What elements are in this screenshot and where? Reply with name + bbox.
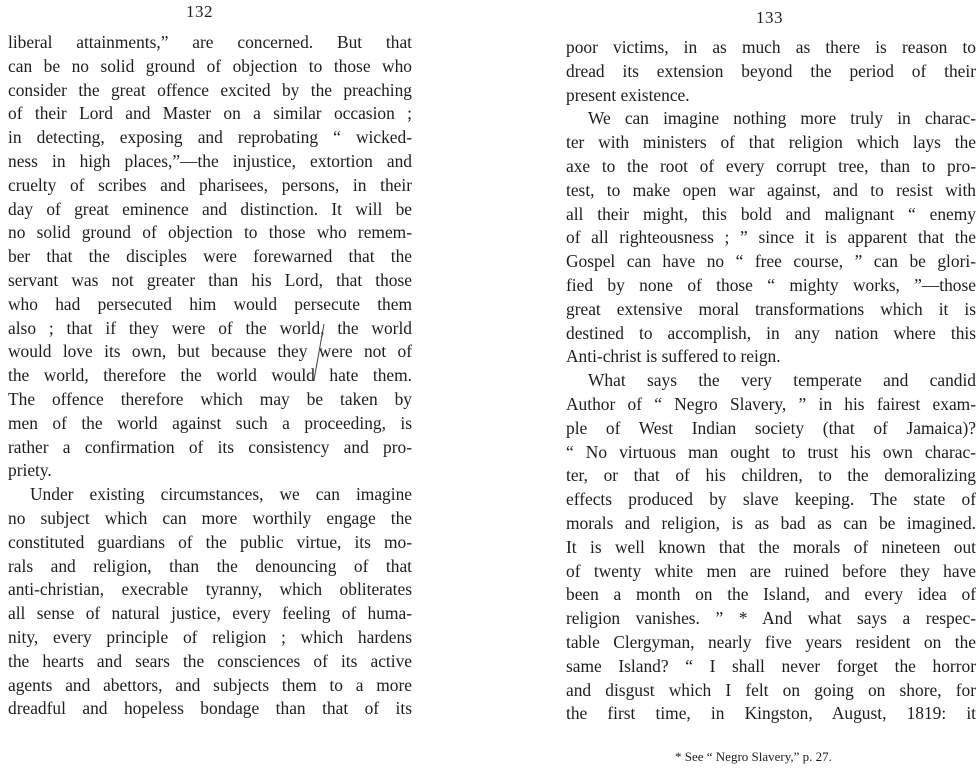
text-line: can be no solid ground of objection to those who bbox=[8, 55, 412, 76]
page-number-right: 133 bbox=[756, 8, 783, 27]
text-line: been a month on the Island, and every idea of bbox=[566, 584, 976, 605]
left-page bbox=[0, 0, 430, 771]
text-line: rals and religion, than the denouncing of that bbox=[8, 555, 412, 576]
text-line: also ; that if they were of the world, the world bbox=[8, 317, 412, 338]
text-line: priety. bbox=[8, 460, 52, 481]
text-line: all their might, this bold and malignant “ enemy bbox=[566, 203, 976, 224]
text-line: religion vanishes. ” * And what says a respec- bbox=[566, 608, 976, 629]
text-line: “ No virtuous man ought to trust his own charac- bbox=[566, 441, 976, 462]
text-line: would love its own, but because they were not of bbox=[8, 341, 412, 362]
text-line: test, to make open war against, and to resist with bbox=[566, 179, 976, 200]
text-line: same Island? “ I shall never forget the horror bbox=[566, 655, 976, 676]
text-line: no subject which can more worthily engage the bbox=[8, 507, 412, 528]
text-line: nity, every principle of religion ; which hardens bbox=[8, 626, 412, 647]
text-line: effects produced by slave keeping. The state of bbox=[566, 489, 976, 510]
text-line: present existence. bbox=[566, 84, 690, 105]
text-line: liberal attainments,” are concerned. But that bbox=[8, 32, 412, 52]
footnote: * See “ Negro Slavery,” p. 27. bbox=[675, 749, 832, 764]
text-line: of all righteousness ; ” since it is apparent that the bbox=[566, 227, 976, 248]
text-line: dreadful and hopeless bondage than that of its bbox=[8, 698, 412, 719]
pencil-mark-icon bbox=[310, 322, 330, 382]
text-line: What says the very temperate and candid bbox=[588, 370, 976, 391]
text-line: consider the great offence excited by the preaching bbox=[8, 79, 412, 100]
text-line: ter, or that of his children, to the demoralizing bbox=[566, 465, 976, 486]
right-page-body bbox=[566, 36, 976, 726]
right-page bbox=[560, 0, 980, 771]
text-line: ness in high places,”—the injustice, extortion and bbox=[8, 150, 412, 171]
text-line: It is well known that the morals of nineteen out bbox=[566, 536, 976, 557]
text-line: rather a confirmation of its consistency and pro- bbox=[8, 436, 412, 457]
text-line: of their Lord and Master on a similar occasion ; bbox=[8, 103, 412, 124]
text-line: and disgust which I felt on going on shore, for bbox=[566, 679, 976, 700]
text-line: men of the world against such a proceeding, is bbox=[8, 412, 412, 433]
text-line: dread its extension beyond the period of their bbox=[566, 60, 976, 81]
text-line: Under existing circumstances, we can imagine bbox=[30, 484, 412, 505]
text-line: day of great eminence and distinction. It will be bbox=[8, 198, 412, 219]
text-line: who had persecuted him would persecute them bbox=[8, 293, 412, 314]
left-page-body bbox=[8, 31, 412, 721]
text-line: anti-christian, execrable tyranny, which obliterates bbox=[8, 579, 412, 600]
text-line: the hearts and sears the consciences of its active bbox=[8, 650, 412, 671]
text-line: no solid ground of objection to those who remem- bbox=[8, 222, 412, 243]
text-line: Gospel can have no “ free course, ” can be glori- bbox=[566, 251, 976, 272]
text-line: servant was not greater than his Lord, that those bbox=[8, 269, 412, 290]
text-line: of twenty white men are ruined before they have bbox=[566, 560, 976, 581]
text-line: We can imagine nothing more truly in charac- bbox=[588, 108, 976, 129]
text-line: fied by none of those “ mighty works, ”—those bbox=[566, 274, 976, 295]
text-line: morals and religion, is as bad as can be imagined. bbox=[566, 512, 976, 533]
text-line: the world, therefore the world would hate them. bbox=[8, 365, 412, 386]
text-line: poor victims, in as much as there is reason to bbox=[566, 37, 976, 57]
text-line: constituted guardians of the public virtue, its mo- bbox=[8, 531, 412, 552]
text-line: The offence therefore which may be taken by bbox=[8, 388, 412, 409]
text-line: cruelty of scribes and pharisees, persons, in their bbox=[8, 174, 412, 195]
text-line: axe to the root of every corrupt tree, than to pro- bbox=[566, 155, 976, 176]
text-line: in detecting, exposing and reprobating “ wicked- bbox=[8, 127, 412, 148]
text-line: great extensive moral transformations which it is bbox=[566, 298, 976, 319]
text-line: the first time, in Kingston, August, 1819: it bbox=[566, 703, 976, 724]
text-line: Author of “ Negro Slavery, ” in his fairest exam- bbox=[566, 393, 976, 414]
text-line: Anti-christ is suffered to reign. bbox=[566, 346, 781, 367]
text-line: table Clergyman, nearly five years resident on the bbox=[566, 631, 976, 652]
text-line: ber that the disciples were forewarned that the bbox=[8, 246, 412, 267]
text-line: ter with ministers of that religion which lays the bbox=[566, 132, 976, 153]
text-line: agents and abettors, and subjects them to a more bbox=[8, 674, 412, 695]
page-number-left: 132 bbox=[186, 2, 213, 21]
text-line: all sense of natural justice, every feeling of huma- bbox=[8, 603, 412, 624]
text-line: destined to accomplish, in any nation where this bbox=[566, 322, 976, 343]
text-line: ple of West Indian society (that of Jamaica)? bbox=[566, 417, 976, 438]
